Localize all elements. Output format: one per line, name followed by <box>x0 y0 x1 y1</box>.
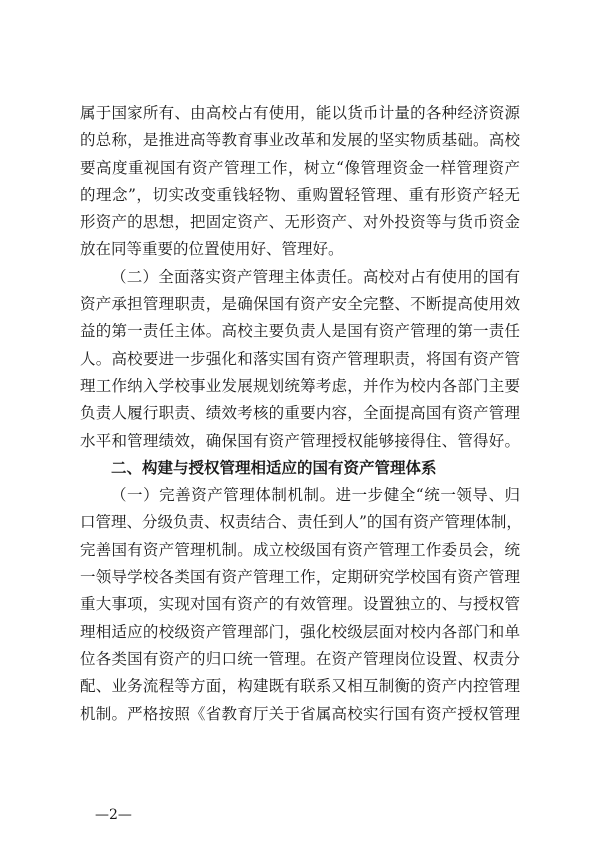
paragraph-line: （二）全面落实资产管理主体责任。高校对占有使用的国有 <box>111 267 520 286</box>
paragraph-line: 放在同等重要的位置使用好、管理好。 <box>80 240 344 259</box>
paragraph-line: 完善国有资产管理机制。成立校级国有资产管理工作委员会，统 <box>80 540 520 559</box>
paragraph-line: 形资产的思想，把固定资产、无形资产、对外投资等与货币资金 <box>80 213 520 232</box>
paragraph-line: （一）完善资产管理体制机制。进一步健全“统一领导、归 <box>111 486 520 505</box>
paragraph-line: 配、业务流程等方面，构建既有联系又相互制衡的资产内控管理 <box>80 677 520 696</box>
paragraph-line: 资产承担管理职责，是确保国有资产安全完整、不断提高使用效 <box>80 295 520 314</box>
paragraph-line: 要高度重视国有资产管理工作，树立“像管理资金一样管理资产 <box>80 158 520 177</box>
paragraph-line: 水平和管理绩效，确保国有资产管理授权能够接得住、管得好。 <box>80 431 520 450</box>
section-heading: 二、构建与授权管理相适应的国有资产管理体系 <box>111 458 437 477</box>
page-number: —2— <box>95 807 132 823</box>
paragraph-line: 位各类国有资产的归口统一管理。在资产管理岗位设置、权责分 <box>80 649 520 668</box>
paragraph-line: 的总称，是推进高等教育事业改革和发展的坚实物质基础。高校 <box>80 131 520 150</box>
paragraph-line: 负责人履行职责、绩效考核的重要内容，全面提高国有资产管理 <box>80 404 520 423</box>
paragraph-line: 属于国家所有、由高校占有使用，能以货币计量的各种经济资源 <box>80 104 520 122</box>
paragraph-line: 机制。严格按照《省教育厅关于省属高校实行国有资产授权管理 <box>80 704 520 723</box>
paragraph-line: 一领导学校各类国有资产管理工作，定期研究学校国有资产管理 <box>80 568 520 587</box>
paragraph-line: 理工作纳入学校事业发展规划统筹考虑，并作为校内各部门主要 <box>80 376 520 395</box>
paragraph-line: 的理念”，切实改变重钱轻物、重购置轻管理、重有形资产轻无 <box>80 185 520 204</box>
paragraph-line: 重大事项，实现对国有资产的有效管理。设置独立的、与授权管 <box>80 595 520 614</box>
paragraph-line: 理相适应的校级资产管理部门，强化校级层面对校内各部门和单 <box>80 622 520 641</box>
paragraph-line: 人。高校要进一步强化和落实国有资产管理职责，将国有资产管 <box>80 349 520 368</box>
paragraph-line: 益的第一责任主体。高校主要负责人是国有资产管理的第一责任 <box>80 322 520 341</box>
document-body <box>80 100 520 728</box>
paragraph-line: 口管理、分级负责、权责结合、责任到人”的国有资产管理体制， <box>80 513 522 532</box>
